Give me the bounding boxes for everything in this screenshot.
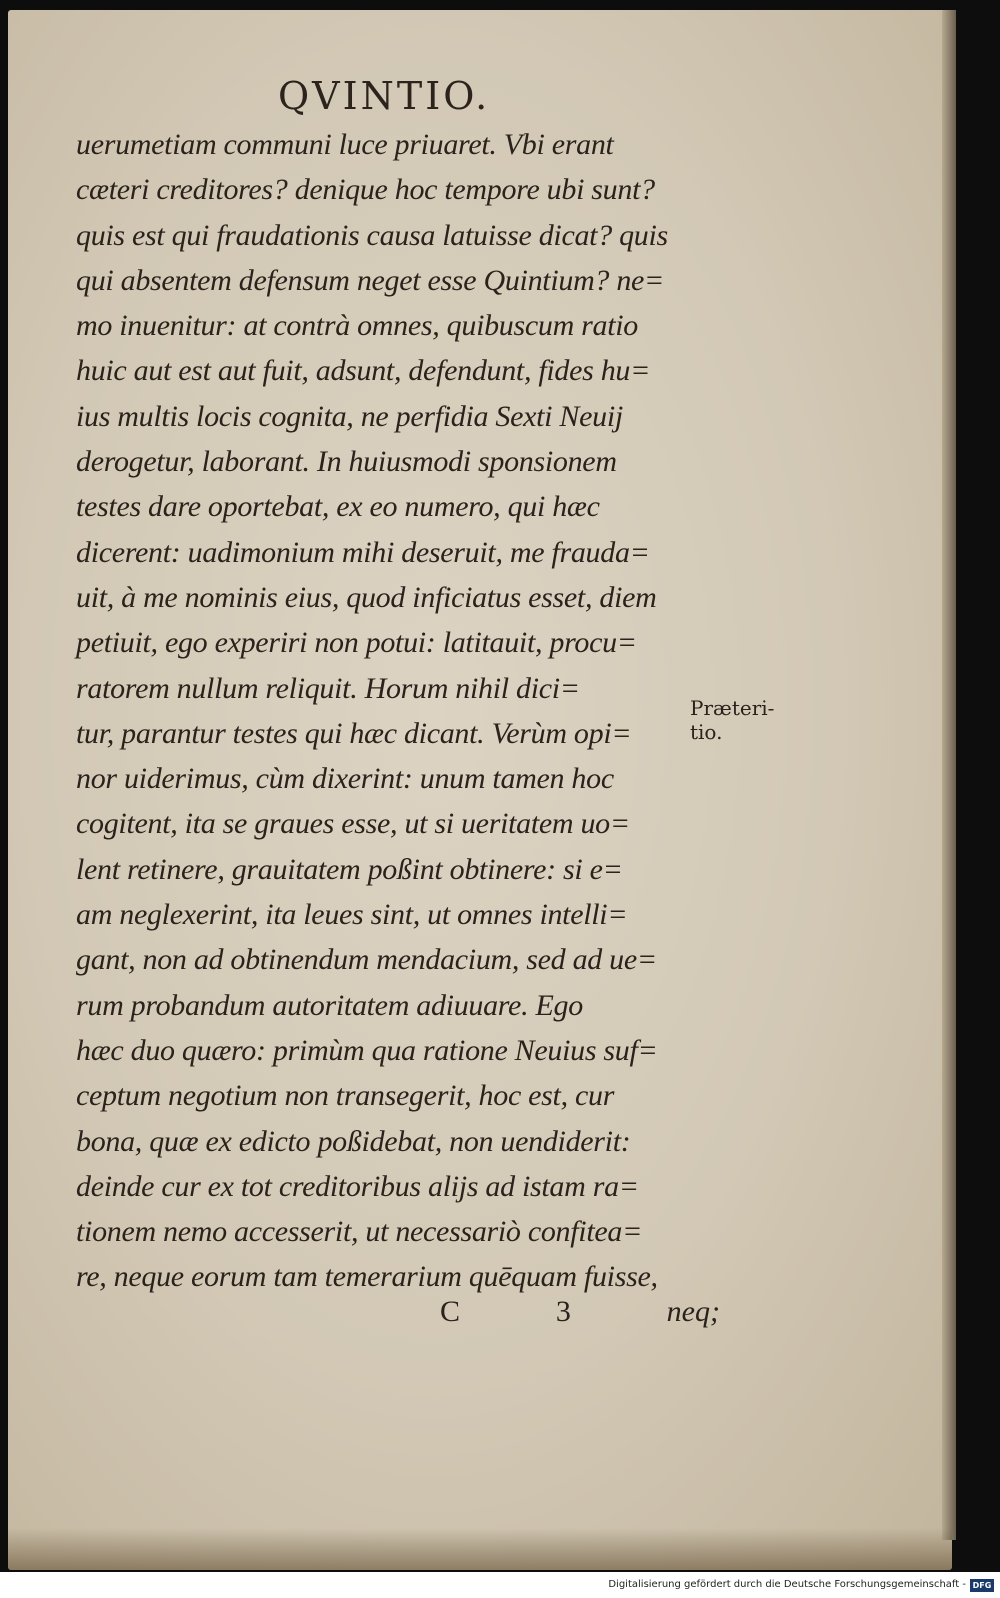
text-line: ius multis locis cognita, ne perfidia Sexti Neuij	[76, 399, 623, 433]
text-line: gant, non ad obtinendum mendacium, sed ad ue=	[76, 943, 657, 977]
text-line: petiuit, ego experiri non potui: latitauit, procu=	[76, 626, 637, 660]
text-line: derogetur, laborant. In huiusmodi sponsionem	[76, 445, 617, 479]
marginal-note	[690, 696, 790, 744]
text-line: ceptum negotium non transegerit, hoc est, cur	[76, 1079, 615, 1113]
text-line: mo inuenitur: at contrà omnes, quibuscum ratio	[76, 309, 639, 343]
text-line: re, neque eorum tam temerarium quēquam fuisse,	[76, 1260, 658, 1294]
text-line: tionem nemo accesserit, ut necessariò confitea=	[76, 1215, 643, 1249]
text-line: bona, quæ ex edicto poßidebat, non uendiderit:	[76, 1124, 631, 1158]
marginal-note-line: Præteri-	[690, 696, 775, 720]
text-line: am neglexerint, ita leues sint, ut omnes intelli=	[76, 898, 628, 932]
text-line: cogitent, ita se graues esse, ut si ueritatem uo=	[76, 807, 630, 841]
credit-bar	[0, 1574, 1000, 1598]
dfg-logo: DFG	[970, 1579, 994, 1592]
text-line: hæc duo quæro: primùm qua ratione Neuius suf=	[76, 1033, 658, 1067]
text-line: ratorem nullum reliquit. Horum nihil dici=	[76, 671, 580, 705]
running-head: QVINTIO.	[278, 74, 491, 118]
catchword: neq;	[666, 1295, 720, 1328]
text-line: cæteri creditores? denique hoc tempore ubi sunt?	[76, 173, 655, 207]
text-line: nor uiderimus, cùm dixerint: unum tamen hoc	[76, 762, 614, 796]
text-line: uit, à me nominis eius, quod inficiatus esset, diem	[76, 580, 657, 614]
text-line: tur, parantur testes qui hæc dicant. Verùm opi=	[76, 716, 632, 750]
text-line: deinde cur ex tot creditoribus alijs ad istam ra=	[76, 1169, 639, 1203]
page-shadow	[8, 1528, 952, 1570]
text-line: rum probandum autoritatem adiuuare. Ego	[76, 988, 583, 1022]
signature-number: 3	[555, 1295, 571, 1328]
text-line: quis est qui fraudationis causa latuisse dicat? quis	[76, 218, 668, 252]
page-edge	[942, 10, 956, 1540]
text-line: qui absentem defensum neget esse Quintium? ne=	[76, 263, 664, 297]
credit-text: Digitalisierung gefördert durch die Deutsche Forschungsgemeinschaft -	[608, 1579, 966, 1590]
text-line: huic aut est aut fuit, adsunt, defendunt, fides hu=	[76, 354, 651, 388]
marginal-note-line: tio.	[690, 720, 723, 744]
text-line: testes dare oportebat, ex eo numero, qui hæc	[76, 490, 600, 524]
signature-mark: C	[440, 1295, 461, 1328]
text-line: uerumetiam communi luce priuaret. Vbi erant	[76, 128, 614, 161]
text-line: dicerent: uadimonium mihi deseruit, me frauda=	[76, 535, 650, 569]
body-text	[76, 122, 706, 1300]
text-line: lent retinere, grauitatem poßint obtinere: si e=	[76, 852, 623, 886]
catchline	[440, 1295, 720, 1329]
